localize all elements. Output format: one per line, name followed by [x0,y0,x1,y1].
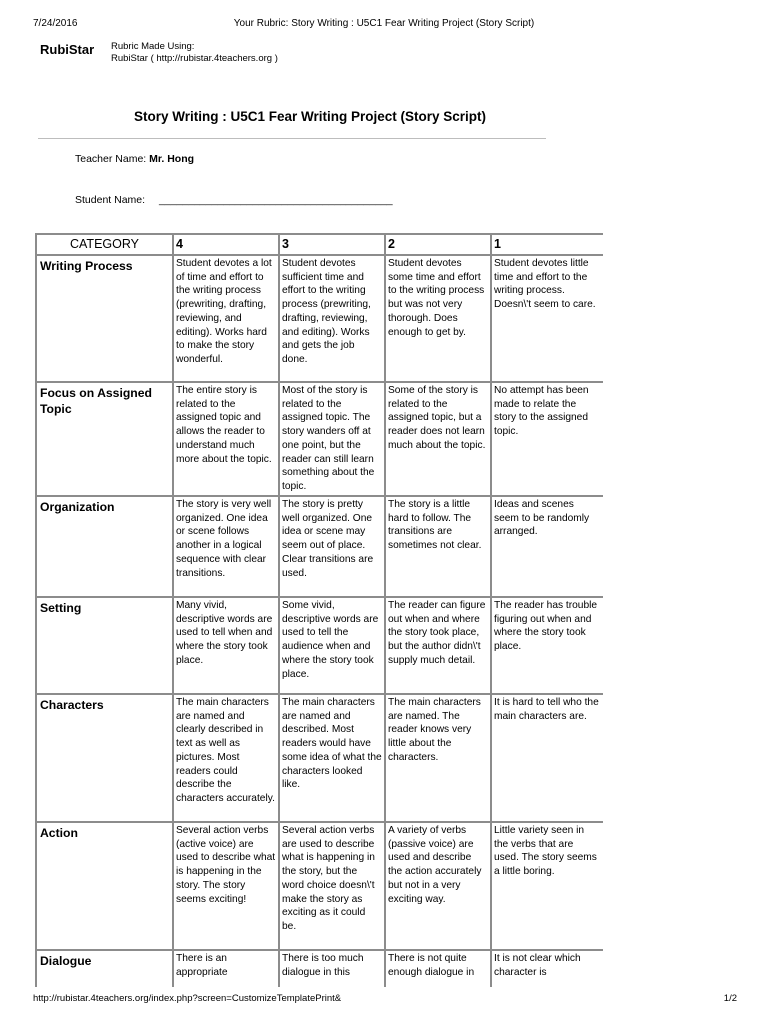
category-cell: Focus on Assigned Topic [36,382,173,496]
rubric-cell: There is not quite enough dialogue in [385,950,491,987]
rubric-cell: There is too much dialogue in this [279,950,385,987]
column-header-2: 2 [385,234,491,255]
rubric-cell: The story is a little hard to follow. The transitions are sometimes not clear. [385,496,491,597]
student-name-label: Student Name: [75,194,146,206]
footer-page-number: 1/2 [723,993,737,1004]
category-cell: Characters [36,694,173,822]
header-date: 7/24/2016 [33,18,78,29]
rubric-cell: Little variety seen in the verbs that are used. The story seems a little boring. [491,822,603,950]
rubric-cell: Student devotes little time and effort to the writing process. Doesn\'t seem to care. [491,255,603,382]
footer-url[interactable]: http://rubistar.4teachers.org/index.php?screen=CustomizeTemplatePrint& [33,993,342,1004]
rubric-cell: The reader can figure out when and where the story took place, but the author didn\'t supply much detail. [385,597,491,694]
made-using-label: Rubric Made Using: [111,41,195,52]
rubric-cell: Most of the story is related to the assigned topic. The story wanders off at one point, but the reader can still learn something about the topic. [279,382,385,496]
table-row [36,822,603,950]
rubric-cell: Some vivid, descriptive words are used to tell the audience when and where the story took place. [279,597,385,694]
category-cell: Dialogue [36,950,173,987]
rubric-cell: The story is pretty well organized. One idea or scene may seem out of place. Clear transitions are used. [279,496,385,597]
rubric-cell: The main characters are named and clearly described in text as well as pictures. Most readers could describe the characters accurately. [173,694,279,822]
brand-logo: RubiStar [40,42,95,57]
rubric-header-row [36,234,603,255]
header-page-title: Your Rubric: Story Writing : U5C1 Fear Writing Project (Story Script) [233,18,535,29]
rubric-table [35,233,603,987]
rubric-cell: It is not clear which character is [491,950,603,987]
category-cell: Writing Process [36,255,173,382]
column-header-3: 3 [279,234,385,255]
rubric-cell: Student devotes some time and effort to the writing process but was not very thorough. Does enough to get by. [385,255,491,382]
rubric-cell: The reader has trouble figuring out when and where the story took place. [491,597,603,694]
category-cell: Organization [36,496,173,597]
rubric-table-wrap [35,233,603,987]
rubric-cell: Ideas and scenes seem to be randomly arranged. [491,496,603,597]
rubric-cell: It is hard to tell who the main characters are. [491,694,603,822]
document-title: Story Writing : U5C1 Fear Writing Project (Story Script) [133,109,487,124]
rubric-cell: Several action verbs (active voice) are used to describe what is happening in the story. The story seems exciting! [173,822,279,950]
teacher-name-value: Mr. Hong [149,153,195,165]
rubric-cell: Several action verbs are used to describe what is happening in the story, but the word choice doesn\'t make the story as exciting as it could be. [279,822,385,950]
rubric-cell: The story is very well organized. One idea or scene follows another in a logical sequence with clear transitions. [173,496,279,597]
teacher-name-row [75,153,194,165]
column-header-4: 4 [173,234,279,255]
table-row [36,950,603,987]
rubric-cell: The main characters are named. The reader knows very little about the characters. [385,694,491,822]
title-divider [38,138,546,139]
rubric-cell: The main characters are named and described. Most readers would have some idea of what the characters looked like. [279,694,385,822]
category-cell: Action [36,822,173,950]
student-name-line: ________________________________________ [159,194,393,206]
table-row [36,255,603,382]
column-header-1: 1 [491,234,603,255]
table-row [36,694,603,822]
rubric-cell: There is an appropriate [173,950,279,987]
table-row [36,382,603,496]
teacher-name-label: Teacher Name: [75,153,150,165]
rubric-cell: Student devotes sufficient time and effort to the writing process (prewriting, drafting, reviewing, and editing). Works and gets the job done. [279,255,385,382]
rubric-cell: Many vivid, descriptive words are used to tell when and where the story took place. [173,597,279,694]
rubric-cell: Some of the story is related to the assigned topic, but a reader does not learn much about the topic. [385,382,491,496]
rubric-cell: No attempt has been made to relate the story to the assigned topic. [491,382,603,496]
category-cell: Setting [36,597,173,694]
table-row [36,597,603,694]
rubric-cell: Student devotes a lot of time and effort to the writing process (prewriting, drafting, reviewing, and editing). Works hard to make the story wonderful. [173,255,279,382]
column-header-category: CATEGORY [36,234,173,255]
table-row [36,496,603,597]
student-name-row [75,194,393,206]
rubric-cell: A variety of verbs (passive voice) are used and describe the action accurately but not in a very exciting way. [385,822,491,950]
rubric-cell: The entire story is related to the assigned topic and allows the reader to understand much more about the topic. [173,382,279,496]
made-using-source[interactable]: RubiStar ( http://rubistar.4teachers.org ) [111,53,278,64]
made-using-block [111,41,278,65]
